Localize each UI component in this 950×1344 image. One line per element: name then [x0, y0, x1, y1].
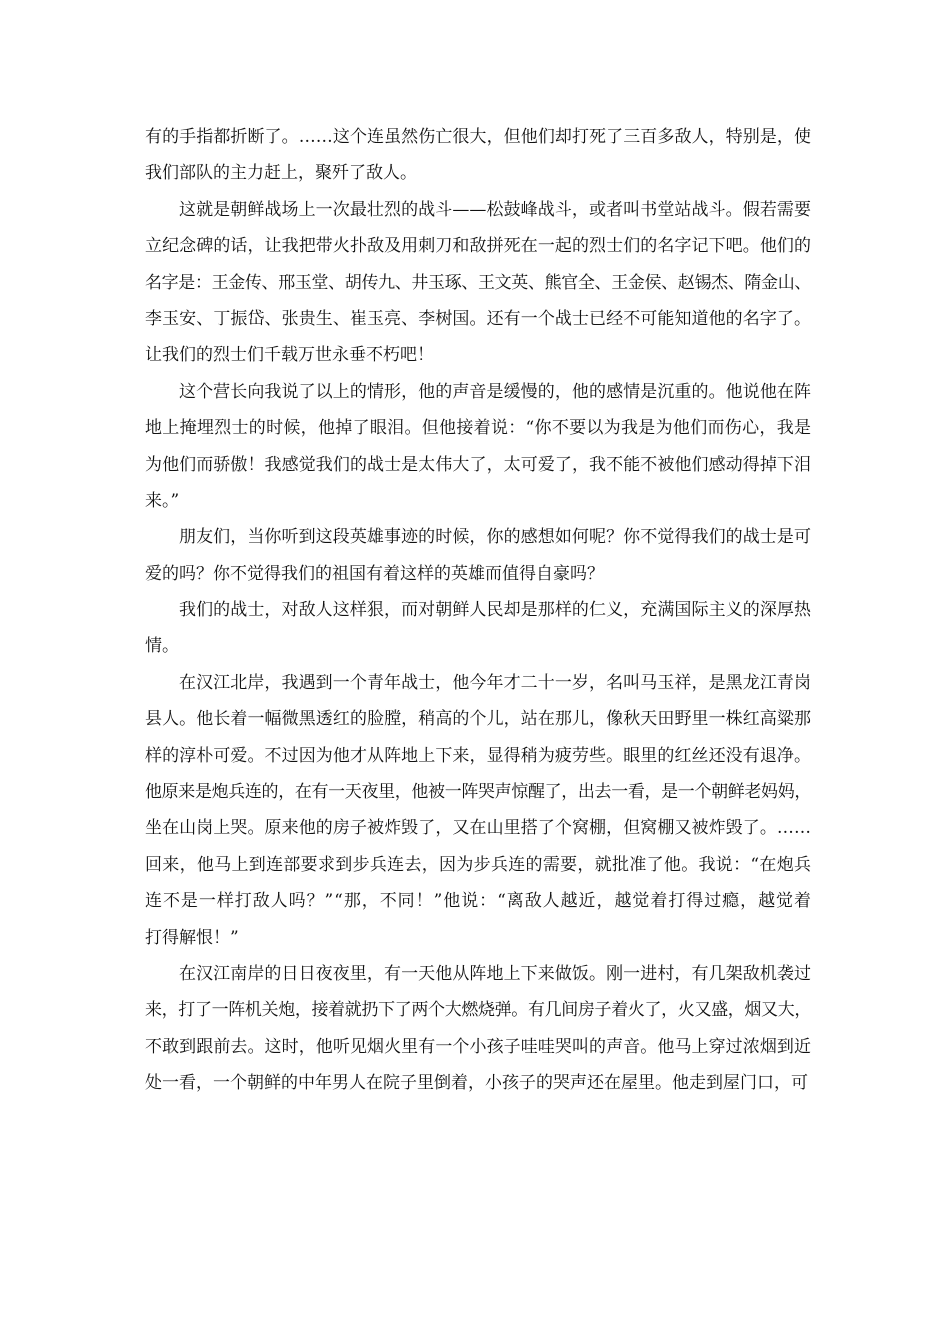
text-line: 处一看，一个朝鲜的中年男人在院子里倒着，小孩子的哭声还在屋里。他走到屋门口，可 — [145, 1073, 808, 1094]
text-line: 样的淳朴可爱。不过因为他才从阵地上下来，显得稍为疲劳些。眼里的红丝还没有退净。 — [145, 745, 812, 766]
body-text — [145, 119, 811, 1102]
text-line: 坐在山岗上哭。原来他的房子被炸毁了，又在山里搭了个窝棚，但窝棚又被炸毁了。…… — [145, 818, 812, 839]
text-line: 地上掩埋烈士的时候，他掉了眼泪。但他接着说：“你不要以为我是为他们而伤心，我是 — [145, 418, 812, 439]
text-line: 来，打了一阵机关炮，接着就扔下了两个大燃烧弹。有几间房子着火了，火又盛，烟又大， — [145, 1000, 811, 1021]
text-line: 他原来是炮兵连的，在有一天夜里，他被一阵哭声惊醒了，出去一看，是一个朝鲜老妈妈， — [145, 782, 811, 803]
text-line: 连不是一样打敌人吗？”“那，不同！”他说：“离敌人越近，越觉着打得过瘾，越觉着 — [145, 891, 812, 912]
text-line: 在汉江南岸的日日夜夜里，有一天他从阵地上下来做饭。刚一进村，有几架敌机袭过 — [179, 963, 812, 984]
text-line: 李玉安、丁振岱、张贵生、崔玉亮、李树国。还有一个战士已经不可能知道他的名字了。 — [145, 308, 812, 329]
text-line: 在汉江北岸，我遇到一个青年战士，他今年才二十一岁，名叫马玉祥，是黑龙江青岗 — [179, 672, 812, 693]
text-line: 打得解恨！” — [145, 927, 239, 948]
text-line: 让我们的烈士们千载万世永垂不朽吧！ — [145, 345, 434, 366]
text-line: 我们的战士，对敌人这样狠，而对朝鲜人民却是那样的仁义，充满国际主义的深厚热 — [179, 600, 812, 621]
text-line: 有的手指都折断了。……这个连虽然伤亡很大，但他们却打死了三百多敌人，特别是，使 — [145, 127, 812, 147]
text-line: 爱的吗？你不觉得我们的祖国有着这样的英雄而值得自豪吗？ — [145, 563, 604, 584]
text-line: 为他们而骄傲！我感觉我们的战士是太伟大了，太可爱了，我不能不被他们感动得掉下泪 — [145, 454, 812, 475]
text-line: 我们部队的主力赶上，聚歼了敌人。 — [145, 163, 417, 184]
text-line: 名字是：王金传、邢玉堂、胡传九、井玉琢、王文英、熊官全、王金侯、赵锡杰、隋金山、 — [145, 272, 811, 293]
text-line: 不敢到跟前去。这时，他听见烟火里有一个小孩子哇哇哭叫的声音。他马上穿过浓烟到近 — [145, 1036, 812, 1057]
text-line: 这个营长向我说了以上的情形，他的声音是缓慢的，他的感情是沉重的。他说他在阵 — [179, 381, 812, 402]
text-line: 情。 — [145, 636, 179, 657]
text-line: 这就是朝鲜战场上一次最壮烈的战斗——松鼓峰战斗，或者叫书堂站战斗。假若需要 — [179, 199, 812, 220]
text-line: 来。” — [145, 490, 180, 511]
text-line: 立纪念碑的话，让我把带火扑敌及用刺刀和敌拼死在一起的烈士们的名字记下吧。他们的 — [145, 236, 812, 257]
text-line: 回来，他马上到连部要求到步兵连去，因为步兵连的需要，就批准了他。我说：“在炮兵 — [145, 854, 812, 875]
text-line: 朋友们，当你听到这段英雄事迹的时候，你的感想如何呢？你不觉得我们的战士是可 — [179, 527, 812, 548]
text-line: 县人。他长着一幅微黑透红的脸膛，稍高的个儿，站在那儿，像秋天田野里一株红高粱那 — [145, 709, 812, 730]
